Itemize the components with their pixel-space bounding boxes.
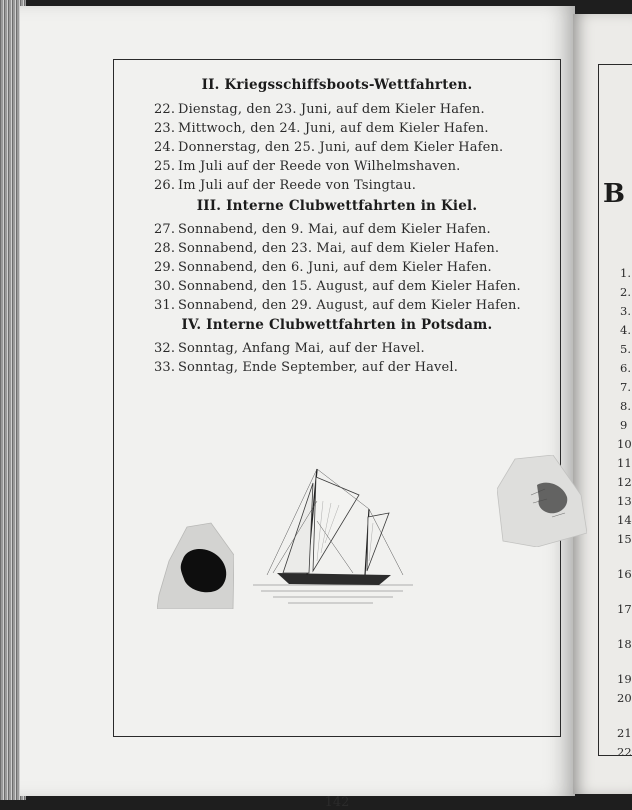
list-item: 11	[617, 456, 632, 470]
right-page-initial: B	[603, 179, 625, 209]
list-item: 26. Im Juli auf der Reede von Tsingtau.	[154, 178, 417, 193]
list-item: 21	[617, 726, 632, 740]
list-item: 17	[617, 602, 632, 616]
list-item: 27. Sonnabend, den 9. Mai, auf dem Kieler Hafen.	[154, 222, 491, 237]
page-number: 142	[324, 795, 350, 810]
section-heading-warship-boats: II. Kriegsschiffsboots-Wettfahrten.	[201, 77, 473, 93]
list-item: 10	[617, 437, 632, 451]
list-item: 4.	[620, 323, 631, 337]
list-item: 33. Sonntag, Ende September, auf der Havel.	[154, 360, 458, 375]
list-item: 14	[617, 513, 632, 527]
right-page	[573, 14, 632, 794]
list-item: 22	[617, 745, 632, 759]
list-item: 32. Sonntag, Anfang Mai, auf der Havel.	[154, 341, 425, 356]
list-item: 29. Sonnabend, den 6. Juni, auf dem Kieler Hafen.	[154, 260, 492, 275]
list-item: 7.	[620, 380, 631, 394]
list-item: 13	[617, 494, 632, 508]
section-heading-kiel: III. Interne Clubwettfahrten in Kiel.	[196, 198, 478, 214]
left-page	[20, 6, 575, 810]
list-item: 2.	[620, 285, 631, 299]
paper-scrap-icon	[497, 455, 587, 547]
list-item: 31. Sonnabend, den 29. August, auf dem Kieler Hafen.	[154, 298, 521, 313]
list-item: 24. Donnerstag, den 25. Juni, auf dem Kieler Hafen.	[154, 140, 504, 155]
list-item: 12	[617, 475, 632, 489]
list-item: 16	[617, 567, 632, 581]
list-item: 8.	[620, 399, 631, 413]
section-heading-potsdam: IV. Interne Clubwettfahrten in Potsdam.	[181, 317, 493, 333]
list-item: 18	[617, 637, 632, 651]
list-item: 23. Mittwoch, den 24. Juni, auf dem Kieler Hafen.	[154, 121, 489, 136]
list-item: 30. Sonnabend, den 15. August, auf dem Kieler Hafen.	[154, 279, 521, 294]
page-frame	[113, 59, 561, 810]
sailing-ship-icon	[253, 461, 413, 611]
list-item: 19	[617, 672, 632, 686]
list-item: 15	[617, 532, 632, 546]
list-item: 20	[617, 691, 632, 705]
list-item: 9	[620, 418, 628, 432]
list-item: 6.	[620, 361, 631, 375]
list-item: 25. Im Juli auf der Reede von Wilhelmshaven.	[154, 159, 461, 174]
list-item: 28. Sonnabend, den 23. Mai, auf dem Kieler Hafen.	[154, 241, 500, 256]
list-item: 22. Dienstag, den 23. Juni, auf dem Kieler Hafen.	[154, 102, 485, 117]
list-item: 5.	[620, 342, 631, 356]
list-item: 1.	[620, 266, 631, 280]
list-item: 3.	[620, 304, 631, 318]
paper-scrap-icon	[157, 521, 234, 609]
